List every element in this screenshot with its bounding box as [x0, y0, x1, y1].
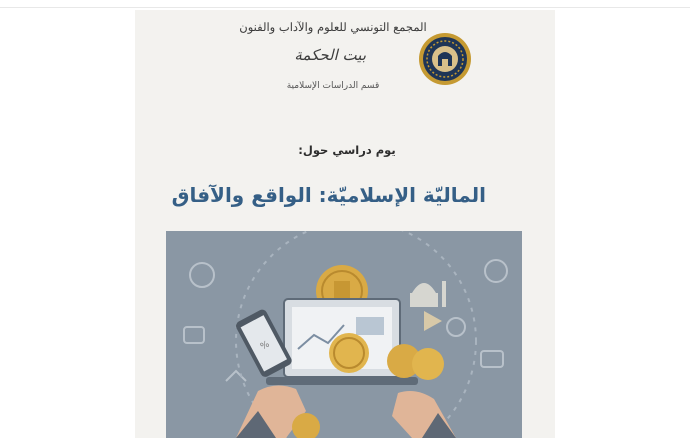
islamic-finance-illustration — [166, 231, 522, 438]
department-name: قسم الدراسات الإسلامية — [286, 81, 380, 91]
event-title: الماليّة الإسلاميّة: الواقع والآفاق — [171, 183, 486, 207]
event-type-label: يوم دراسي حول: — [298, 143, 396, 157]
page-top-divider — [0, 7, 690, 8]
academy-name: المجمع التونسي للعلوم والآداب والفنون — [239, 20, 427, 34]
academy-seal-logo — [418, 32, 472, 86]
svg-text:%: % — [259, 339, 272, 353]
house-name: بيت الحكمة — [294, 46, 366, 64]
